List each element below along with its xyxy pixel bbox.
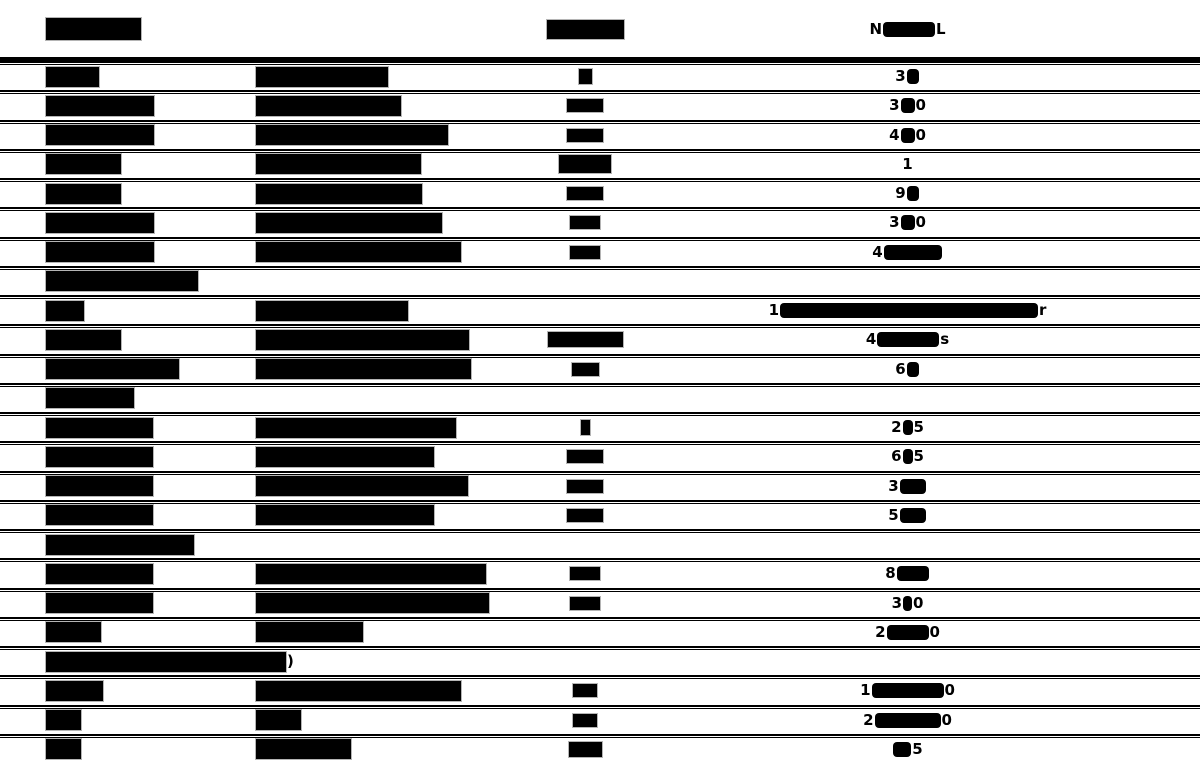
visible-text-fragment: 5 <box>912 739 923 758</box>
col1-cell <box>0 648 294 675</box>
col3-cell <box>515 297 655 324</box>
section-header-row <box>0 383 1200 412</box>
redaction-bar <box>572 713 598 728</box>
header-visible-text: L <box>936 19 946 38</box>
col1-cell <box>0 268 255 295</box>
visible-text-fragment: 2 <box>891 418 902 437</box>
visible-text-fragment: 9 <box>895 184 906 203</box>
col4-cell <box>655 619 1200 646</box>
redaction-bar <box>255 504 435 526</box>
redaction-bar <box>546 19 625 40</box>
table-row <box>0 237 1200 266</box>
redaction-bar <box>45 270 199 292</box>
redaction-bar <box>255 738 352 760</box>
redaction-bar <box>255 621 364 643</box>
redaction-bar <box>893 742 911 757</box>
visible-text-fragment: 6 <box>891 447 902 466</box>
redaction-bar <box>255 680 462 702</box>
redaction-bar <box>255 475 469 497</box>
table-row <box>0 207 1200 236</box>
redaction-bar <box>884 245 942 260</box>
table-body <box>0 61 1200 763</box>
col1-cell <box>0 385 255 412</box>
visible-text-fragment: 4 <box>872 242 883 261</box>
col3-cell <box>515 736 655 763</box>
col1-cell <box>0 356 255 383</box>
visible-text-fragment: 1 <box>902 154 913 173</box>
col1-cell <box>0 443 255 470</box>
col4-cell <box>655 356 1200 383</box>
col4-cell <box>655 736 1200 763</box>
visible-text-fragment: 2 <box>863 710 874 729</box>
col1-cell <box>0 239 255 266</box>
visible-text-fragment: ) <box>287 652 294 671</box>
col3-cell <box>515 707 655 734</box>
redaction-bar <box>255 183 423 205</box>
redaction-bar <box>569 245 601 260</box>
redaction-bar <box>903 449 913 464</box>
redaction-bar <box>255 212 443 234</box>
redaction-bar <box>45 124 155 146</box>
redaction-bar <box>45 680 104 702</box>
redaction-bar <box>875 713 941 728</box>
col1-cell <box>0 473 255 500</box>
table-row <box>0 500 1200 529</box>
col4-cell <box>655 677 1200 704</box>
col2-cell <box>255 443 515 470</box>
visible-text-fragment: 1 <box>860 681 871 700</box>
visible-text-fragment: 5 <box>913 418 924 437</box>
col3-cell <box>515 180 655 207</box>
redaction-bar <box>45 66 100 88</box>
col4-cell <box>655 297 1200 324</box>
redaction-bar <box>45 300 85 322</box>
table-row <box>0 588 1200 617</box>
visible-text-fragment: 1 <box>768 301 780 320</box>
col2-cell <box>255 619 515 646</box>
col1-cell <box>0 180 255 207</box>
col1-cell <box>0 619 255 646</box>
table-row <box>0 705 1200 734</box>
visible-text-fragment: 3 <box>895 67 906 86</box>
redaction-bar <box>45 183 122 205</box>
redaction-bar <box>45 17 142 41</box>
visible-text-fragment: 0 <box>915 125 926 144</box>
col4-cell <box>655 180 1200 207</box>
redaction-bar <box>255 124 449 146</box>
redaction-bar <box>45 563 154 585</box>
redaction-bar <box>571 362 600 377</box>
visible-text-fragment: 0 <box>915 96 926 115</box>
table-row <box>0 149 1200 178</box>
redaction-bar <box>45 95 155 117</box>
redaction-bar <box>255 563 487 585</box>
col4-cell <box>655 414 1200 441</box>
col1-cell <box>0 736 255 763</box>
col4-cell <box>655 122 1200 149</box>
col2-cell <box>255 356 515 383</box>
visible-text-fragment: 6 <box>895 359 906 378</box>
col1-cell <box>0 151 255 178</box>
col1-cell <box>0 297 255 324</box>
redaction-bar <box>566 186 604 201</box>
col1-cell <box>0 560 255 587</box>
redaction-bar <box>580 419 591 436</box>
visible-text-fragment: 0 <box>913 593 924 612</box>
redaction-bar <box>558 154 612 174</box>
redaction-bar <box>566 479 604 494</box>
visible-text-fragment: s <box>940 330 950 349</box>
col3-cell <box>515 590 655 617</box>
col2-cell <box>255 677 515 704</box>
col4-cell <box>655 92 1200 119</box>
col2-cell <box>255 560 515 587</box>
col2-cell <box>255 326 515 353</box>
col1-cell <box>0 209 255 236</box>
redaction-bar <box>255 300 409 322</box>
table-row <box>0 558 1200 587</box>
redaction-bar <box>872 683 944 698</box>
table-row <box>0 61 1200 90</box>
visible-text-fragment: 8 <box>885 564 896 583</box>
header-col1-cell <box>0 0 255 58</box>
visible-text-fragment: 4 <box>889 125 900 144</box>
header-col3-cell <box>515 0 655 58</box>
visible-text-fragment: r <box>1039 301 1047 320</box>
visible-text-fragment: 3 <box>889 96 900 115</box>
section-header-row <box>0 646 1200 675</box>
col1-cell <box>0 707 255 734</box>
col2-cell <box>255 736 515 763</box>
redaction-bar <box>45 241 155 263</box>
section-header-row <box>0 529 1200 558</box>
col4-cell <box>655 63 1200 90</box>
redaction-bar <box>255 66 389 88</box>
redaction-bar <box>45 358 180 380</box>
col1-cell <box>0 502 255 529</box>
col1-cell <box>0 590 255 617</box>
visible-text-fragment: 0 <box>915 213 926 232</box>
visible-text-fragment: 4 <box>865 330 877 349</box>
header-col2-cell <box>255 0 515 58</box>
col3-cell <box>515 473 655 500</box>
table-row <box>0 617 1200 646</box>
col2-cell <box>255 590 515 617</box>
redaction-bar <box>255 709 302 731</box>
table-row <box>0 441 1200 470</box>
table-row <box>0 471 1200 500</box>
col2-cell <box>255 414 515 441</box>
redaction-bar <box>45 329 122 351</box>
col1-cell <box>0 531 255 558</box>
visible-text-fragment: 0 <box>944 681 955 700</box>
col2-cell <box>255 92 515 119</box>
col2-cell <box>255 239 515 266</box>
redaction-bar <box>569 566 601 581</box>
redaction-bar <box>255 329 470 351</box>
redaction-bar <box>45 592 154 614</box>
col4-cell <box>655 502 1200 529</box>
col3-cell <box>515 239 655 266</box>
redaction-bar <box>255 241 462 263</box>
redaction-bar <box>45 417 154 439</box>
redaction-bar <box>45 475 154 497</box>
visible-text-fragment: 0 <box>929 622 940 641</box>
redaction-bar <box>255 95 402 117</box>
redaction-bar <box>45 504 154 526</box>
col4-cell <box>655 151 1200 178</box>
visible-text-fragment: 3 <box>889 213 900 232</box>
col4-cell <box>655 590 1200 617</box>
col2-cell <box>255 180 515 207</box>
redaction-bar <box>900 479 926 494</box>
visible-text-fragment: 3 <box>891 593 902 612</box>
col3-cell <box>515 326 655 353</box>
col3-cell <box>515 122 655 149</box>
col3-cell <box>515 443 655 470</box>
redaction-bar <box>883 22 935 37</box>
redaction-bar <box>255 358 472 380</box>
redaction-bar <box>887 625 929 640</box>
visible-text-fragment: 5 <box>888 505 899 524</box>
col1-cell <box>0 677 255 704</box>
redaction-bar <box>897 566 929 581</box>
redaction-bar <box>566 449 604 464</box>
header-visible-text: N <box>869 19 882 38</box>
col2-cell <box>255 297 515 324</box>
table-row <box>0 178 1200 207</box>
redaction-bar <box>900 508 926 523</box>
redaction-bar <box>566 98 604 113</box>
col2-cell <box>255 473 515 500</box>
col3-cell <box>515 502 655 529</box>
visible-text-fragment: 2 <box>875 622 886 641</box>
redaction-bar <box>572 683 598 698</box>
redaction-bar <box>45 387 135 409</box>
col2-cell <box>255 151 515 178</box>
col2-cell <box>255 122 515 149</box>
redaction-bar <box>907 362 919 377</box>
visible-text-fragment: 3 <box>888 476 899 495</box>
col4-cell <box>655 443 1200 470</box>
col4-cell <box>655 560 1200 587</box>
col4-cell <box>655 209 1200 236</box>
col3-cell <box>515 151 655 178</box>
col2-cell <box>255 209 515 236</box>
col2-cell <box>255 502 515 529</box>
header-col4-cell <box>655 0 1200 58</box>
redaction-bar <box>877 332 939 347</box>
section-header-row <box>0 266 1200 295</box>
table-row <box>0 354 1200 383</box>
visible-text-fragment: 0 <box>941 710 952 729</box>
visible-text-fragment: 5 <box>913 447 924 466</box>
col1-cell <box>0 414 255 441</box>
redaction-bar <box>903 420 913 435</box>
col4-cell <box>655 326 1200 353</box>
redaction-bar <box>45 212 155 234</box>
redaction-bar <box>578 68 593 85</box>
redaction-bar <box>901 128 915 143</box>
col3-cell <box>515 677 655 704</box>
redaction-bar <box>901 98 915 113</box>
col4-cell <box>655 239 1200 266</box>
col3-cell <box>515 63 655 90</box>
table-row <box>0 324 1200 353</box>
redaction-bar <box>45 153 122 175</box>
col3-cell <box>515 356 655 383</box>
table-row <box>0 412 1200 441</box>
redaction-bar <box>568 741 603 758</box>
redaction-bar <box>569 596 601 611</box>
redaction-bar <box>907 69 919 84</box>
col4-cell <box>655 473 1200 500</box>
header-row <box>0 0 1200 61</box>
col3-cell <box>515 560 655 587</box>
table-row <box>0 90 1200 119</box>
table-row <box>0 675 1200 704</box>
redaction-bar <box>569 215 601 230</box>
col3-cell <box>515 209 655 236</box>
redaction-bar <box>45 651 287 673</box>
col4-cell <box>655 707 1200 734</box>
col1-cell <box>0 92 255 119</box>
col1-cell <box>0 63 255 90</box>
redaction-bar <box>45 621 102 643</box>
redaction-bar <box>780 303 1038 318</box>
redaction-bar <box>45 738 82 760</box>
col1-cell <box>0 122 255 149</box>
redaction-bar <box>901 215 915 230</box>
redaction-bar <box>566 128 604 143</box>
table-row <box>0 120 1200 149</box>
redaction-bar <box>45 534 195 556</box>
table-row <box>0 295 1200 324</box>
col3-cell <box>515 414 655 441</box>
col2-cell <box>255 707 515 734</box>
redaction-bar <box>45 709 82 731</box>
redaction-bar <box>255 417 457 439</box>
col1-cell <box>0 326 255 353</box>
table-row <box>0 734 1200 763</box>
col2-cell <box>255 63 515 90</box>
redaction-bar <box>907 186 919 201</box>
col3-cell <box>515 92 655 119</box>
redaction-bar <box>566 508 604 523</box>
redaction-bar <box>255 592 490 614</box>
redaction-bar <box>45 446 154 468</box>
redaction-bar <box>547 331 624 348</box>
redaction-bar <box>255 153 422 175</box>
redaction-bar <box>255 446 435 468</box>
redaction-bar <box>903 596 912 611</box>
col3-cell <box>515 619 655 646</box>
